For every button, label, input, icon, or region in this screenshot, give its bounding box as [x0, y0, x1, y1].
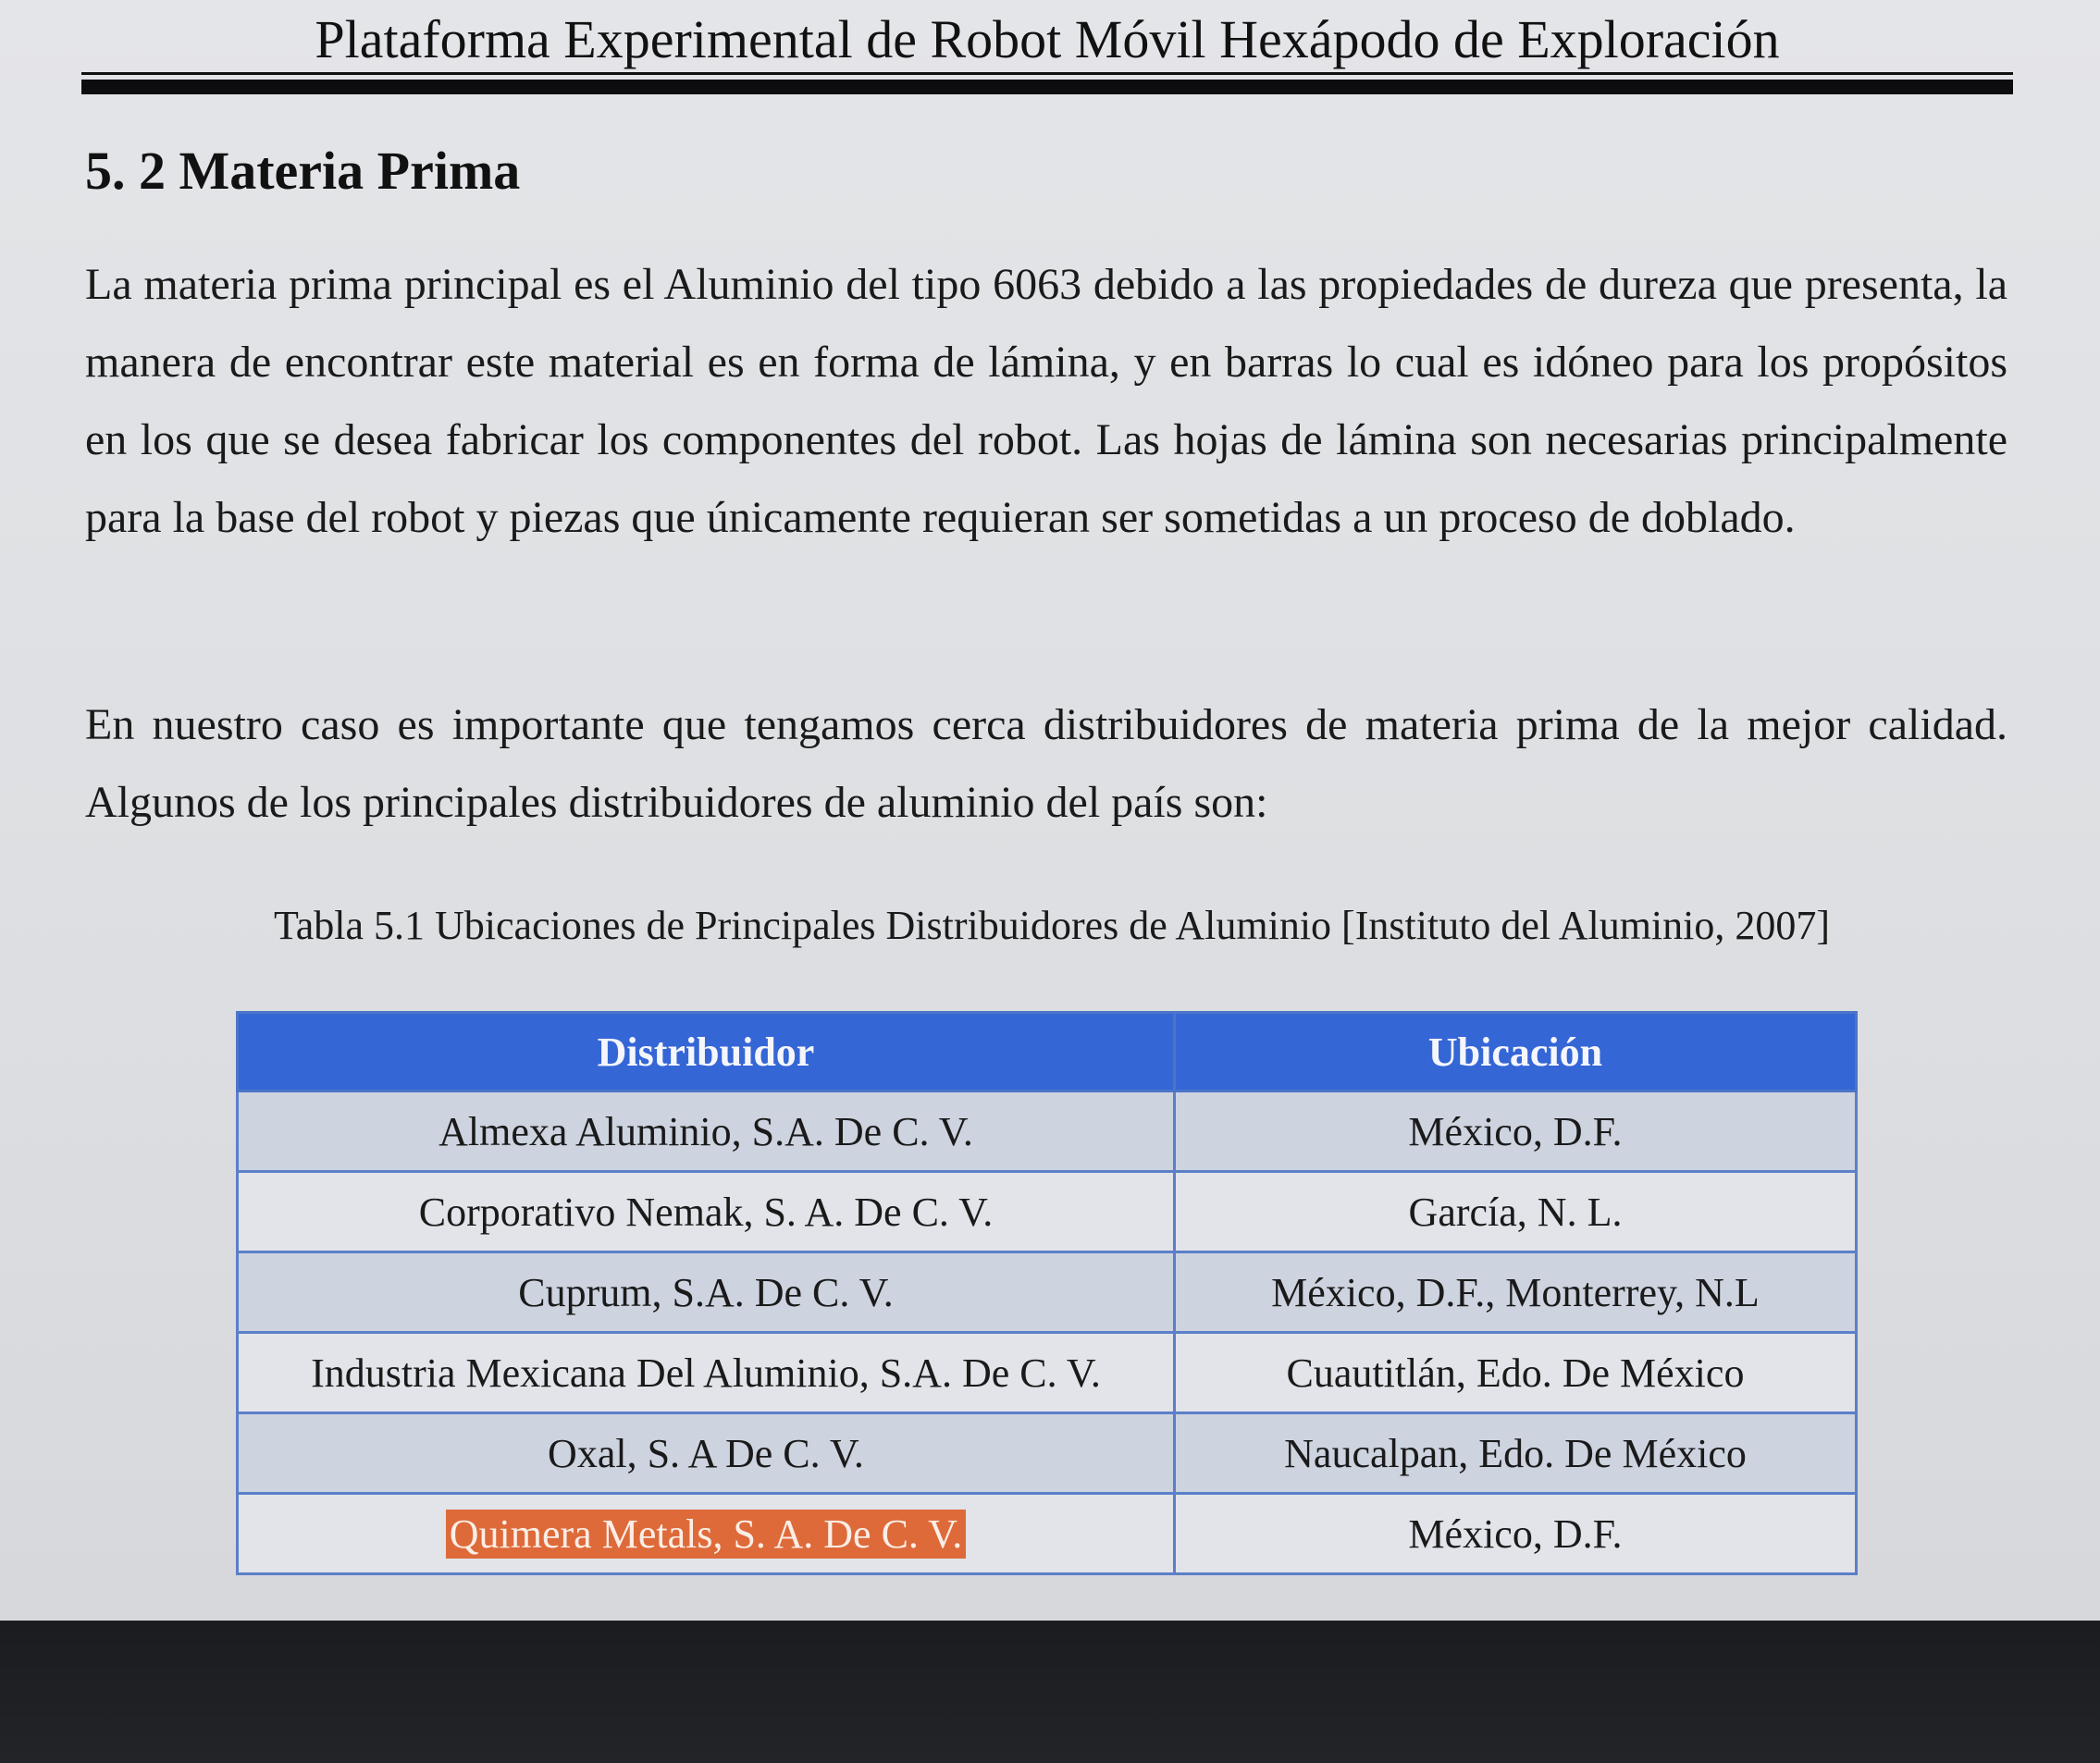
- cell-ubicacion: México, D.F., Monterrey, N.L: [1175, 1252, 1857, 1333]
- table-row: [238, 1172, 1857, 1252]
- table-row: [238, 1333, 1857, 1413]
- table-header-row: [238, 1013, 1857, 1091]
- paragraph-materia-prima: La materia prima principal es el Aluminio del tipo 6063 debido a las propiedades de dureza que presenta, la manera de encontrar este material es en forma de lámina, y en barras lo cual es idóneo para los propósitos en los que se desea fabricar los componentes del robot. Las hojas de lámina son necesarias principalmente para la base del robot y piezas que únicamente requieran ser sometidas a un proceso de doblado.: [85, 260, 2007, 542]
- header-rule-thick: [81, 80, 2013, 94]
- cell-ubicacion: México, D.F.: [1175, 1494, 1857, 1574]
- table-row: [238, 1413, 1857, 1494]
- header-rule: [81, 72, 2013, 75]
- monitor-logo: [957, 1678, 1152, 1724]
- cell-ubicacion: García, N. L.: [1175, 1172, 1857, 1252]
- cell-distribuidor: Cuprum, S.A. De C. V.: [238, 1252, 1175, 1333]
- distributors-table: [236, 1011, 1855, 1575]
- table-caption: Tabla 5.1 Ubicaciones de Principales Distribuidores de Aluminio [Instituto del Aluminio, 2007]: [273, 903, 1831, 948]
- table-row: [238, 1252, 1857, 1333]
- column-header-ubicacion: Ubicación: [1175, 1013, 1857, 1091]
- cell-ubicacion: México, D.F.: [1175, 1091, 1857, 1172]
- running-header: Plataforma Experimental de Robot Móvil Hexápodo de Exploración: [315, 9, 1780, 69]
- monitor-bezel: [0, 1621, 2100, 1763]
- cell-distribuidor: Corporativo Nemak, S. A. De C. V.: [238, 1172, 1175, 1252]
- table-row: [238, 1091, 1857, 1172]
- cell-distribuidor: [238, 1494, 1175, 1574]
- cell-distribuidor: Oxal, S. A De C. V.: [238, 1413, 1175, 1494]
- paragraph-distribuidores: En nuestro caso es importante que tengamos cerca distribuidores de materia prima de la mejor calidad. Algunos de los principales distribuidores de aluminio del país son:: [85, 700, 2007, 827]
- cell-distribuidor: Industria Mexicana Del Aluminio, S.A. De C. V.: [238, 1333, 1175, 1413]
- table-row: [238, 1494, 1857, 1574]
- cell-ubicacion: Cuautitlán, Edo. De México: [1175, 1333, 1857, 1413]
- section-title: 5. 2 Materia Prima: [85, 141, 521, 201]
- highlighted-text: Quimera Metals, S. A. De C. V.: [446, 1510, 966, 1559]
- column-header-distribuidor: Distribuidor: [238, 1013, 1175, 1091]
- cell-ubicacion: Naucalpan, Edo. De México: [1175, 1413, 1857, 1494]
- cell-distribuidor: Almexa Aluminio, S.A. De C. V.: [238, 1091, 1175, 1172]
